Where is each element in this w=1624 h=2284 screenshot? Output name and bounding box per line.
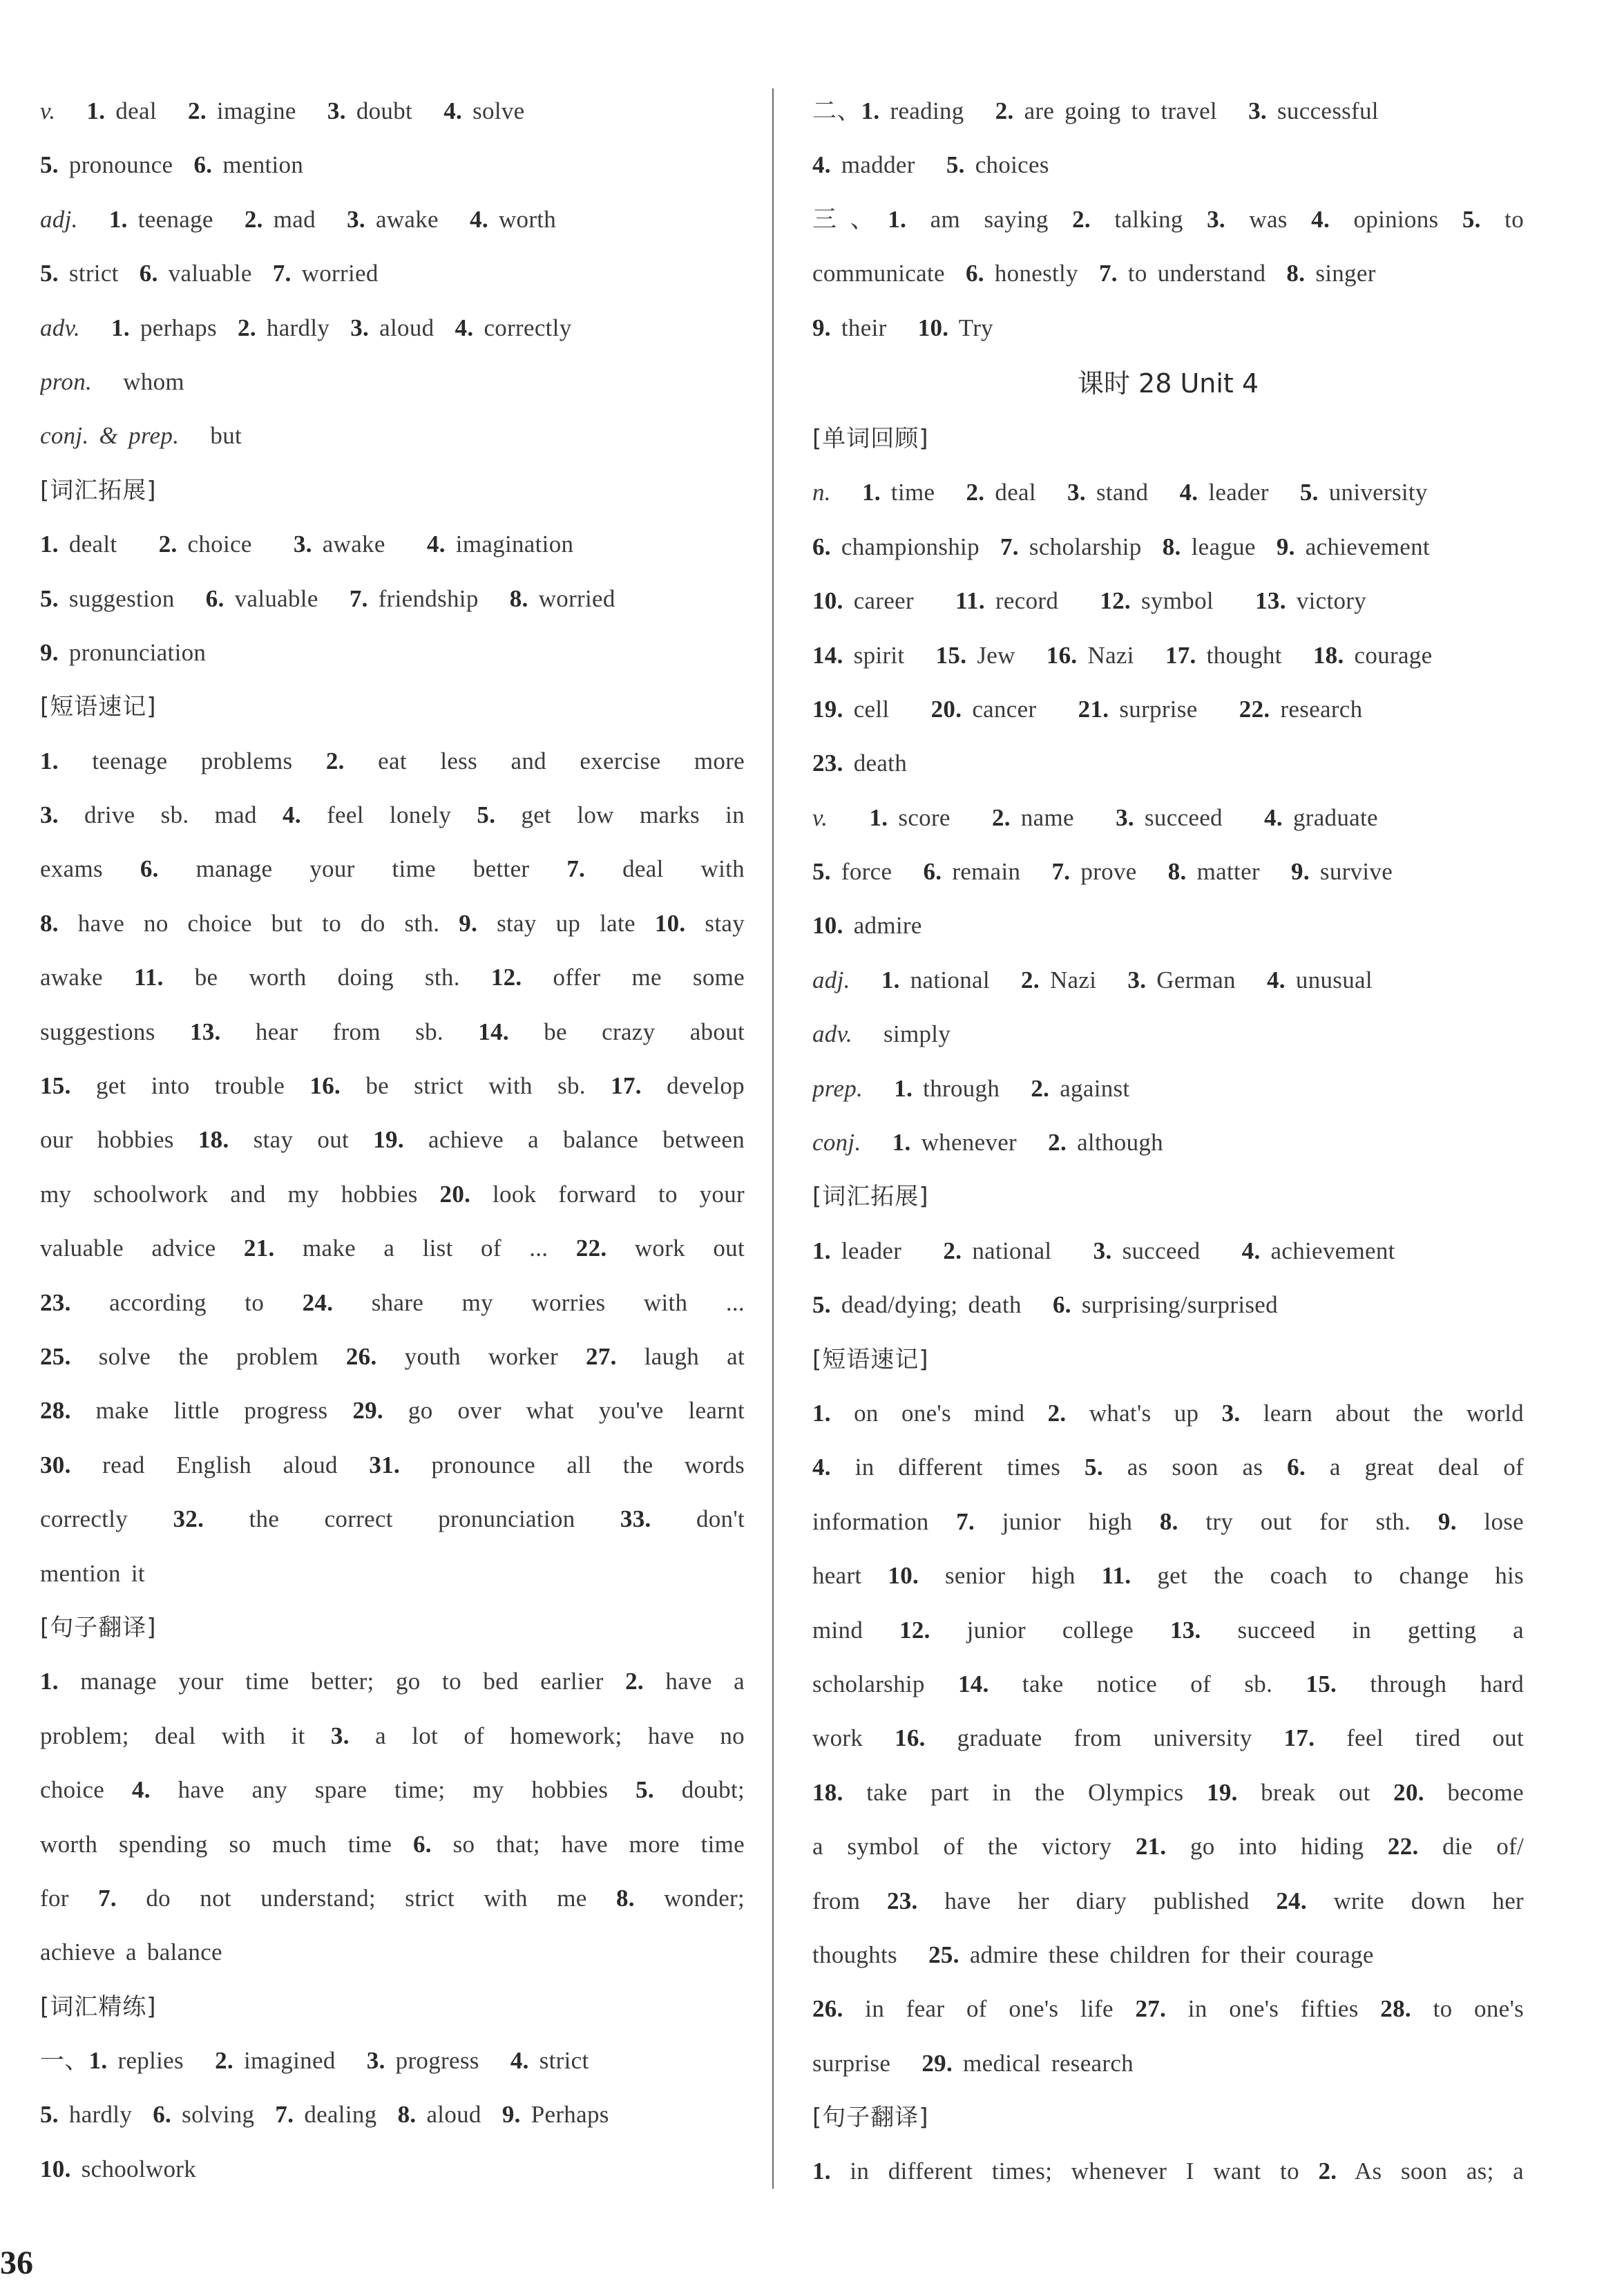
answer-line: adv. simply bbox=[812, 1020, 951, 1048]
section-header: [句子翻译] bbox=[812, 2104, 929, 2132]
answer-line: worth spending so much time 6. so that; have more time bbox=[40, 1830, 745, 1858]
answer-line: heart 10. senior high 11. get the coach to change his bbox=[812, 1562, 1524, 1590]
answer-line: 3. drive sb. mad 4. feel lonely 5. get low marks in bbox=[40, 801, 745, 829]
answer-line: adv. 1. perhaps 2. hardly 3. aloud 4. correctly bbox=[40, 314, 572, 341]
answer-line: 4. in different times 5. as soon as 6. a great deal of bbox=[812, 1454, 1524, 1481]
section-header: [单词回顾] bbox=[812, 424, 929, 453]
answer-line: 25. solve the problem 26. youth worker 27. laugh at bbox=[40, 1342, 745, 1370]
answer-line: 8. have no choice but to do sth. 9. stay up late 10. stay bbox=[40, 909, 745, 937]
answer-line: 1. teenage problems 2. eat less and exercise more bbox=[40, 747, 745, 774]
answer-line: n. 1. time 2. deal 3. stand 4. leader 5. university bbox=[812, 479, 1428, 506]
answer-line: v. 1. score 2. name 3. succeed 4. graduate bbox=[812, 803, 1378, 831]
answer-line: communicate 6. honestly 7. to understand 8. singer bbox=[812, 260, 1376, 287]
answer-line: thoughts 25. admire these children for their courage bbox=[812, 1941, 1374, 1968]
answer-line: surprise 29. medical research bbox=[812, 2049, 1134, 2077]
answer-line: 10. admire bbox=[812, 912, 922, 940]
answer-line: 15. get into trouble 16. be strict with sb. 17. develop bbox=[40, 1072, 745, 1100]
answer-line: 5. hardly 6. solving 7. dealing 8. aloud 9. Perhaps bbox=[40, 2101, 609, 2129]
answer-line: 14. spirit 15. Jew 16. Nazi 17. thought 18. courage bbox=[812, 641, 1433, 669]
answer-line: valuable advice 21. make a list of ... 22. work out bbox=[40, 1235, 745, 1262]
answer-line: 5. suggestion 6. valuable 7. friendship 8. worried bbox=[40, 584, 615, 612]
section-header: [词汇拓展] bbox=[812, 1183, 929, 1211]
answer-line: achieve a balance bbox=[40, 1939, 222, 1966]
section-header: [词汇精练] bbox=[40, 1992, 157, 2021]
answer-line: 5. force 6. remain 7. prove 8. matter 9. survive bbox=[812, 858, 1393, 886]
answer-line: 1. dealt 2. choice 3. awake 4. imagination bbox=[40, 531, 574, 558]
answer-line: suggestions 13. hear from sb. 14. be crazy about bbox=[40, 1018, 745, 1045]
answer-line: prep. 1. through 2. against bbox=[812, 1074, 1130, 1102]
answer-line: choice 4. have any spare time; my hobbies 5. doubt; bbox=[40, 1776, 745, 1804]
answer-line: awake 11. be worth doing sth. 12. offer me some bbox=[40, 964, 745, 991]
answer-line: 1. in different times; whenever I want to 2. As soon as; a bbox=[812, 2158, 1524, 2185]
answer-line: mention it bbox=[40, 1559, 145, 1587]
answer-line: pron. whom bbox=[40, 368, 184, 395]
answer-line: 5. strict 6. valuable 7. worried bbox=[40, 260, 379, 287]
answer-line: adj. 1. national 2. Nazi 3. German 4. unusual bbox=[812, 966, 1373, 993]
left-column bbox=[40, 84, 745, 2198]
answer-line: scholarship 14. take notice of sb. 15. through hard bbox=[812, 1670, 1524, 1697]
answer-line: information 7. junior high 8. try out for sth. 9. lose bbox=[812, 1507, 1524, 1535]
answer-line: 18. take part in the Olympics 19. break out 20. become bbox=[812, 1778, 1524, 1806]
column-divider bbox=[772, 88, 774, 2189]
answer-line: v. 1. deal 2. imagine 3. doubt 4. solve bbox=[40, 97, 525, 124]
answer-line: 4. madder 5. choices bbox=[812, 151, 1049, 179]
answer-line: conj. 1. whenever 2. although bbox=[812, 1129, 1163, 1157]
answer-line: adj. 1. teenage 2. mad 3. awake 4. worth bbox=[40, 205, 557, 233]
answer-line: 5. pronounce 6. mention bbox=[40, 151, 304, 179]
answer-line: work 16. graduate from university 17. feel tired out bbox=[812, 1724, 1524, 1752]
section-header: [句子翻译] bbox=[40, 1613, 157, 1641]
answer-line: mind 12. junior college 13. succeed in getting a bbox=[812, 1616, 1524, 1644]
answer-line: conj. & prep. but bbox=[40, 422, 242, 450]
answer-line: a symbol of the victory 21. go into hiding 22. die of/ bbox=[812, 1833, 1524, 1860]
answer-line: 三、1. am saying 2. talking 3. was 4. opinions 5. to bbox=[812, 205, 1524, 233]
answer-line: 19. cell 20. cancer 21. surprise 22. research bbox=[812, 695, 1363, 723]
answer-line: correctly 32. the correct pronunciation 33. don't bbox=[40, 1505, 745, 1533]
right-column bbox=[812, 84, 1524, 2198]
answer-line: 26. in fear of one's life 27. in one's fifties 28. to one's bbox=[812, 1995, 1524, 2023]
answer-line: 一、1. replies 2. imagined 3. progress 4. strict bbox=[40, 2047, 589, 2075]
section-header: [短语速记] bbox=[812, 1345, 929, 1373]
section-header: [短语速记] bbox=[40, 693, 157, 721]
answer-line: my schoolwork and my hobbies 20. look forward to your bbox=[40, 1180, 745, 1208]
answer-line: exams 6. manage your time better 7. deal with bbox=[40, 855, 745, 883]
page-number: 36 bbox=[0, 2245, 33, 2281]
answer-line: 6. championship 7. scholarship 8. league 9. achievement bbox=[812, 533, 1430, 560]
answer-line: 1. manage your time better; go to bed earlier 2. have a bbox=[40, 1668, 745, 1695]
answer-line: 10. career 11. record 12. symbol 13. victory bbox=[812, 587, 1367, 615]
answer-line: 二、1. reading 2. are going to travel 3. successful bbox=[812, 97, 1379, 124]
answer-line: for 7. do not understand; strict with me 8. wonder; bbox=[40, 1884, 745, 1912]
answer-line: problem; deal with it 3. a lot of homework; have no bbox=[40, 1722, 745, 1749]
answer-line: from 23. have her diary published 24. write down her bbox=[812, 1887, 1524, 1914]
answer-line: 10. schoolwork bbox=[40, 2155, 197, 2182]
answer-line: 9. pronunciation bbox=[40, 638, 207, 666]
answer-line: 1. on one's mind 2. what's up 3. learn about the world bbox=[812, 1399, 1524, 1427]
answer-line: 23. according to 24. share my worries with ... bbox=[40, 1288, 745, 1316]
answer-line: 23. death bbox=[812, 750, 907, 777]
answer-line: our hobbies 18. stay out 19. achieve a balance between bbox=[40, 1126, 745, 1154]
answer-line: 1. leader 2. national 3. succeed 4. achievement bbox=[812, 1237, 1395, 1264]
section-title: 课时 28 Unit 4 bbox=[1077, 368, 1259, 399]
answer-line: 28. make little progress 29. go over what you've learnt bbox=[40, 1397, 745, 1425]
answer-line: 5. dead/dying; death 6. surprising/surprised bbox=[812, 1291, 1278, 1319]
section-header: [词汇拓展] bbox=[40, 476, 157, 504]
answer-line: 30. read English aloud 31. pronounce all the words bbox=[40, 1451, 745, 1478]
answer-line: 9. their 10. Try bbox=[812, 314, 993, 341]
